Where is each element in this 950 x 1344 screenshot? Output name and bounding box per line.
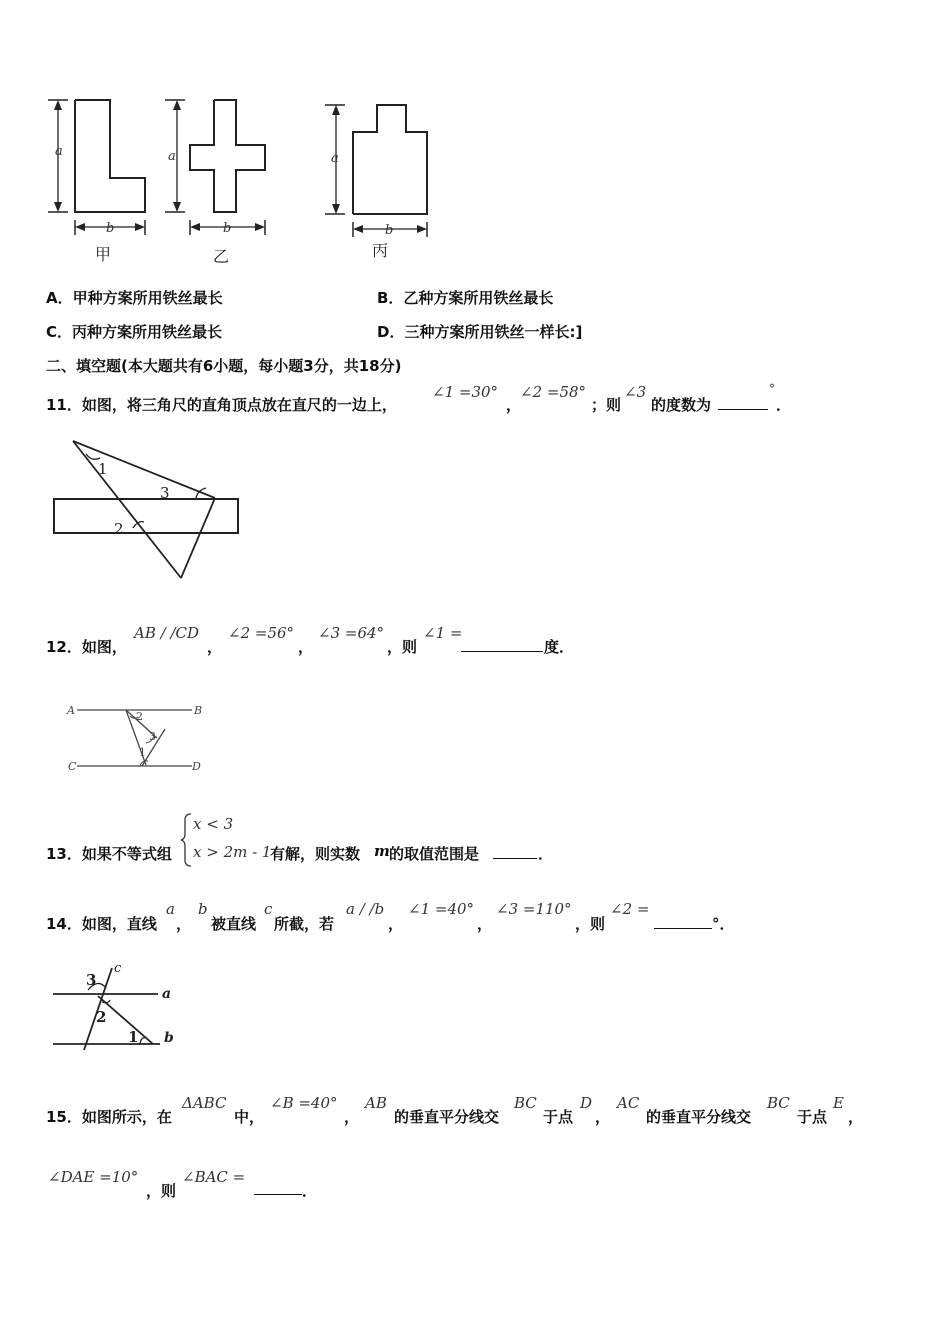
q12-fig-label-D: D — [192, 760, 201, 773]
q12-fig-label-1: 1 — [139, 746, 146, 759]
q11-suffix: 的度数为 — [651, 396, 712, 414]
q15-t7: 于点 — [797, 1108, 828, 1126]
q11-prefix: 11．如图，将三角尺的直角顶点放在直尺的一边上， — [46, 396, 397, 414]
q15-t4: 于点 — [543, 1108, 574, 1126]
q11-figure — [48, 436, 248, 586]
q15-angle-b: ∠B =40° — [270, 1094, 338, 1112]
q12-figure — [62, 698, 212, 778]
q14-sep1: ， — [176, 915, 192, 933]
q13-var: m — [374, 842, 390, 860]
q14-mid1: 被直线 — [211, 915, 257, 933]
q15-t1: 中， — [234, 1108, 265, 1126]
q14-sep2: ， — [388, 915, 404, 933]
q14-angle2: ∠2 = — [610, 900, 650, 918]
option-c[interactable]: C．丙种方案所用铁丝最长 — [46, 323, 223, 341]
q15-ac: AC — [617, 1094, 640, 1112]
caption-bing: 丙 — [372, 241, 389, 260]
q12-parallel: AB / /CD — [134, 624, 200, 642]
label-a-jia: a — [55, 144, 63, 159]
q12-fig-label-B: B — [194, 704, 203, 717]
q12-angle3: ∠3 =64° — [318, 624, 385, 642]
q12-angle2: ∠2 =56° — [228, 624, 295, 642]
q14-fig-label-3: 3 — [86, 971, 97, 989]
q14-fig-label-a: a — [162, 986, 172, 1002]
q12-prefix: 12．如图， — [46, 638, 127, 656]
q15-angle-bac: ∠BAC = — [182, 1168, 246, 1186]
q15-t8: ， — [848, 1108, 864, 1126]
q12-answer-blank[interactable] — [461, 635, 543, 652]
q15-t5: ， — [595, 1108, 611, 1126]
q13-inequality-2: x > 2m - 1 — [193, 843, 272, 861]
q14-fig-label-c: c — [114, 961, 122, 976]
q11-angle1: ∠1 =30° — [432, 383, 499, 401]
q13-mid: 有解，则实数 — [270, 845, 361, 863]
q14-line-c: c — [264, 900, 273, 918]
q14-angle3: ∠3 =110° — [496, 900, 572, 918]
section-heading: 二、填空题(本大题共有6小题，每小题3分，共18分) — [46, 357, 402, 375]
wire-shapes-figure — [40, 90, 460, 265]
q11-answer-blank[interactable] — [718, 393, 768, 410]
q12-sep2: ， — [298, 638, 314, 656]
q13-prefix: 13．如果不等式组 — [46, 845, 172, 863]
q15-end: ． — [302, 1182, 318, 1200]
q15-t2: ， — [344, 1108, 360, 1126]
q13-end: ． — [538, 845, 554, 863]
q11-angle3: ∠3 — [624, 383, 647, 401]
q14-mid2: 所截，若 — [274, 915, 335, 933]
q11-angle2: ∠2 =58° — [520, 383, 587, 401]
label-b-bing: b — [385, 223, 394, 238]
q14-figure — [48, 958, 188, 1058]
q12-mid: ，则 — [387, 638, 418, 656]
q14-prefix: 14．如图，直线 — [46, 915, 157, 933]
caption-jia: 甲 — [95, 245, 112, 264]
label-a-bing: a — [331, 151, 339, 166]
q15-t9: ，则 — [146, 1182, 177, 1200]
q12-fig-label-A: A — [67, 704, 75, 717]
q13-suffix: 的取值范围是 — [389, 845, 480, 863]
q11-fig-label-1: 1 — [98, 460, 108, 478]
q14-answer-blank[interactable] — [654, 912, 712, 929]
label-b-yi: b — [223, 221, 232, 236]
q14-line-b: b — [198, 900, 208, 918]
q13-inequality-1: x < 3 — [193, 815, 234, 833]
q11-degree: ° — [769, 382, 775, 396]
q14-line-a: a — [166, 900, 175, 918]
q15-point-d: D — [580, 1094, 593, 1112]
q15-triangle: ΔABC — [182, 1094, 227, 1112]
q15-t6: 的垂直平分线交 — [646, 1108, 752, 1126]
q11-fig-label-2: 2 — [114, 520, 124, 538]
q12-fig-label-2: 2 — [136, 710, 143, 723]
q15-point-e: E — [833, 1094, 844, 1112]
option-d[interactable]: D．三种方案所用铁丝一样长:] — [377, 323, 583, 341]
q14-mid3: ，则 — [575, 915, 606, 933]
q12-fig-label-3: 3 — [149, 730, 156, 743]
q15-bc-1: BC — [514, 1094, 537, 1112]
q12-angle1: ∠1 = — [423, 624, 463, 642]
q14-angle1: ∠1 =40° — [408, 900, 475, 918]
q11-end: ． — [776, 396, 792, 414]
q12-sep1: ， — [207, 638, 223, 656]
q12-fig-label-C: C — [68, 760, 77, 773]
q14-parallel: a / /b — [346, 900, 385, 918]
q14-fig-label-2: 2 — [96, 1008, 107, 1026]
q14-fig-label-1: 1 — [128, 1028, 139, 1046]
q15-ab: AB — [365, 1094, 387, 1112]
q11-sep1: ， — [506, 396, 522, 414]
q13-answer-blank[interactable] — [493, 842, 537, 859]
q14-suffix: °． — [712, 915, 735, 933]
option-b[interactable]: B．乙种方案所用铁丝最长 — [377, 289, 554, 307]
q14-sep3: ， — [477, 915, 493, 933]
q12-suffix: 度． — [544, 638, 575, 656]
q13-brace — [180, 812, 194, 868]
option-a[interactable]: A．甲种方案所用铁丝最长 — [46, 289, 223, 307]
label-b-jia: b — [106, 221, 115, 236]
q14-fig-label-b: b — [164, 1030, 174, 1046]
caption-yi: 乙 — [213, 247, 230, 265]
q11-fig-label-3: 3 — [160, 484, 170, 502]
q15-angle-dae: ∠DAE =10° — [48, 1168, 139, 1186]
label-a-yi: a — [168, 149, 176, 164]
q15-bc-2: BC — [767, 1094, 790, 1112]
q15-prefix: 15．如图所示，在 — [46, 1108, 172, 1126]
q15-t3: 的垂直平分线交 — [394, 1108, 500, 1126]
q11-mid: ；则 — [591, 396, 622, 414]
q15-answer-blank[interactable] — [254, 1178, 302, 1195]
